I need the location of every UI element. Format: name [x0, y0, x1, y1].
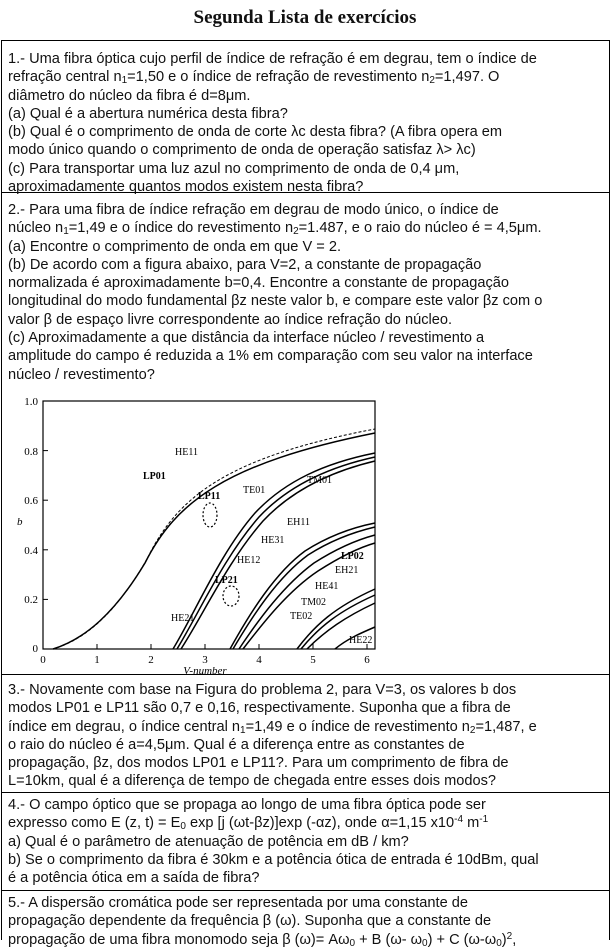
y-tick-label: 0.8	[24, 446, 38, 458]
y-tick-label: 0.2	[24, 594, 38, 606]
mode-label: LP21	[215, 575, 238, 586]
mode-label: HE11	[175, 447, 198, 458]
mode-label: EH11	[287, 517, 310, 528]
x-axis-label: V-number	[183, 665, 227, 675]
text-line: a) Qual é o parâmetro de atenuação de potência em dB / km?	[8, 833, 409, 850]
exercise-table	[1, 40, 610, 949]
text-line: (b) Qual é o comprimento de onda de corte λc desta fibra? (A fibra opera em	[8, 124, 503, 141]
text-line: (c) Aproximadamente a que distância da interface núcleo / revestimento a	[8, 330, 485, 347]
text-line: (b) De acordo com a figura abaixo, para V=2, a constante de propagação	[8, 256, 482, 273]
question-5-cell	[2, 891, 609, 949]
y-tick-label: 0.6	[24, 495, 38, 507]
text-line: longitudinal do modo fundamental βz neste valor b, e compare este valor βz com o	[8, 293, 543, 310]
text-line: o raio do núcleo é a=4,5μm. Qual é a diferença entre as constantes de	[8, 736, 465, 753]
question-2-cell	[2, 193, 609, 675]
text-line: normalizada é aproximadamente b=0,4. Encontre a constante de propagação	[8, 275, 509, 292]
text-line: propagação dependente da frequência β (ω). Suponha que a constante de	[8, 913, 492, 930]
question-3-text	[8, 681, 603, 791]
curve-he31	[233, 527, 375, 649]
mode-label: TM01	[307, 475, 332, 486]
text-line: 3.- Novamente com base na Figura do problema 2, para V=3, os valores b dos	[8, 682, 517, 698]
y-tick-label: 1.0	[24, 396, 38, 408]
text-line: aproximadamente quantos modos existem nesta fibra?	[8, 179, 364, 196]
x-tick-label: 1	[94, 654, 100, 666]
question-5-text	[8, 894, 603, 949]
mode-label: TE01	[243, 485, 266, 496]
text-line: refração central $n_1=1,50$ e o índice de refração de revestimento $n_2=1,497$. O	[8, 69, 500, 87]
mode-label: TM02	[301, 597, 326, 608]
x-tick-label: 4	[256, 654, 262, 666]
mode-label: TE02	[290, 611, 313, 622]
question-3-cell	[2, 675, 609, 793]
text-line: 5.- A dispersão cromática pode ser representada por uma constante de	[8, 895, 468, 911]
curve-lp01	[53, 433, 375, 649]
mode-label: LP02	[341, 551, 364, 562]
question-2-text	[8, 201, 603, 384]
text-line: é a potência ótica em a saída de fibra?	[8, 870, 260, 887]
text-line: diâmetro do núcleo da fibra é d=8μm.	[8, 87, 251, 104]
mode-label: HE31	[261, 535, 285, 546]
mode-label: LP11	[198, 491, 221, 502]
question-4-cell	[2, 793, 609, 891]
y-tick-label: 0.4	[24, 545, 38, 557]
text-line: (a) Encontre o comprimento de onda em que V = 2.	[8, 238, 342, 255]
x-tick-label: 6	[364, 654, 370, 666]
plot-frame	[43, 401, 375, 649]
text-line: modo único quando o comprimento de onda de operação satisfaz λ> λc)	[8, 142, 476, 159]
mode-dispersion-figure	[5, 393, 385, 675]
question-1-text	[8, 50, 603, 196]
mode-label: HE21	[171, 613, 195, 624]
mode-label: HE22	[349, 635, 373, 646]
text-line: índice em degrau, o índice central $n_1=1,49$ e o índice de revestimento $n_2=1,487$, e	[8, 718, 537, 736]
text-line: núcleo / revestimento?	[8, 366, 155, 383]
text-line: (c) Para transportar uma luz azul no comprimento de onda de 0,4 μm,	[8, 160, 460, 177]
x-tick-label: 5	[310, 654, 316, 666]
x-tick-label: 0	[40, 654, 46, 666]
text-line: 1.- Uma fibra óptica cujo perfil de índice de refração é em degrau, tem o índice de	[8, 51, 537, 67]
mode-label: EH21	[335, 565, 359, 576]
x-tick-label: 3	[202, 654, 208, 666]
text-line: propagação, βz, dos modos LP01 e LP11?. Para um comprimento de fibra de	[8, 755, 509, 772]
mode-label: HE41	[315, 581, 339, 592]
text-line: b) Se o comprimento da fibra é 30km e a potência ótica de entrada é 10dBm, qual	[8, 851, 539, 868]
question-1-cell	[2, 41, 609, 196]
text-line: modos LP01 e LP11 são 0,7 e 0,16, respectivamente. Suponha que a fibra de	[8, 700, 511, 717]
text-line: propagação de uma fibra monomodo seja β $(\omega)= A\omega_0 + B$ (ω- $\omega_0) + C$ $(\omega-\omega_0)^2$,	[8, 930, 517, 949]
text-line: amplitude do campo é reduzida a 1% em comparação com seu valor na interface	[8, 348, 533, 365]
x-tick-label: 2	[148, 654, 154, 666]
text-line: 2.- Para uma fibra de índice refração em degrau de modo único, o índice de	[8, 202, 499, 218]
mode-label: LP01	[143, 471, 166, 482]
text-line: 4.- O campo óptico que se propaga ao longo de uma fibra óptica pode ser	[8, 797, 486, 813]
text-line: expresso como E (z, $t) = E_0$ exp [j (ωt-βz)]exp (-αz), onde α=1,15 $x10^{-4}$ $m^{-1}$	[8, 814, 489, 833]
page-title: Segunda Lista de exercícios	[193, 7, 417, 28]
question-4-text	[8, 796, 603, 887]
y-tick-label: 0	[32, 643, 38, 655]
y-axis-label: b	[17, 516, 23, 528]
text-line: núcleo $n_1=1,49$ e o índice do revestimento $n_2=1.487$, e o raio do núcleo é = 4,5μm.	[8, 220, 542, 238]
text-line: (a) Qual é a abertura numérica desta fibra?	[8, 105, 288, 122]
text-line: L=10km, qual é a diferença de tempo de chegada entre esses dois modos?	[8, 773, 496, 790]
text-line: valor β de espaço livre correspondente ao índice refração do núcleo.	[8, 311, 453, 328]
mode-label: HE12	[237, 555, 261, 566]
